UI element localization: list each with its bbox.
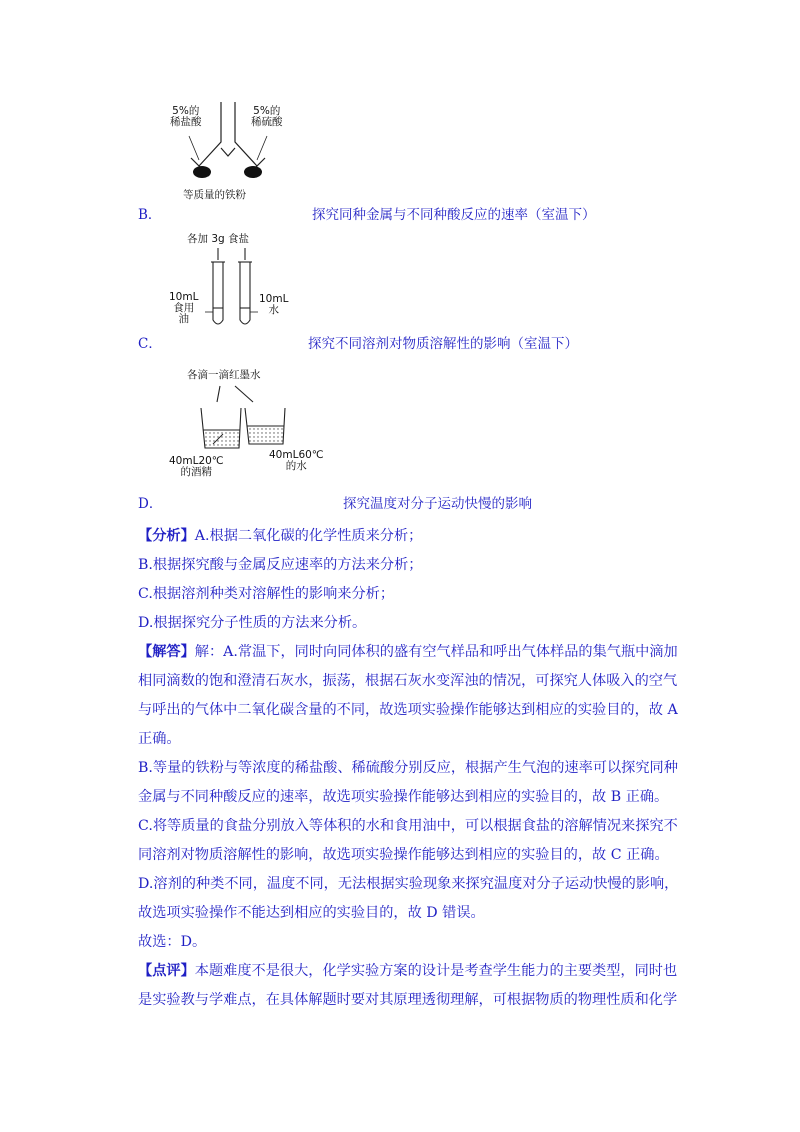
label-add-salt: 各加 3g 食盐 <box>187 233 250 245</box>
answer-line-5: B.等量的铁粉与等浓度的稀盐酸、稀硫酸分别反应，根据产生气泡的速率可以探究同种 <box>138 760 678 776</box>
answer-line-1: 【解答】解：A.常温下，同时向同体积的盛有空气样品和呼出气体样品的集气瓶中滴加 <box>138 644 678 660</box>
analysis-line-4: D.根据探究分子性质的方法来分析。 <box>138 615 367 631</box>
comment-tag: 【点评】 <box>138 963 195 979</box>
option-d-letter: D． <box>138 496 163 512</box>
label-add-ink: 各滴一滴红墨水 <box>187 369 261 381</box>
answer-line-11: 故选：D。 <box>138 934 207 950</box>
label-right-acid: 5%的 稀硫酸 <box>251 105 283 129</box>
label-left-acid: 5%的 稀盐酸 <box>170 105 202 129</box>
analysis-line-1: 【分析】A.根据二氧化碳的化学性质来分析； <box>138 528 423 544</box>
comment-line-2: 是实验教与学难点，在具体解题时要对其原理透彻理解，可根据物质的物理性质和化学 <box>138 992 678 1008</box>
answer-line-7: C.将等质量的食盐分别放入等体积的水和食用油中，可以根据食盐的溶解情况来探究不 <box>138 818 678 834</box>
option-c-description: 探究不同溶剂对物质溶解性的影响（室温下） <box>308 336 578 352</box>
label-hot-water: 40mL60℃ 的水 <box>269 449 324 473</box>
analysis-line-3: C.根据溶剂种类对溶解性的影响来分析； <box>138 586 395 602</box>
answer-line-8: 同溶剂对物质溶解性的影响，故选项实验操作能够达到相应的实验目的，故 C 正确。 <box>138 847 669 863</box>
label-alcohol: 40mL20℃ 的酒精 <box>169 455 224 479</box>
figure-b-y-tube <box>165 96 295 206</box>
answer-line-9: D.溶剂的种类不同，温度不同，无法根据实验现象来探究温度对分子运动快慢的影响， <box>138 876 679 892</box>
figure-c-test-tubes <box>165 232 305 337</box>
answer-line-2: 相同滴数的饱和澄清石灰水，振荡，根据石灰水变浑浊的情况，可探究人体吸入的空气 <box>138 673 678 689</box>
analysis-tag: 【分析】 <box>138 528 195 544</box>
answer-line-6: 金属与不同种酸反应的速率，故选项实验操作能够达到相应的实验目的，故 B 正确。 <box>138 789 669 805</box>
option-b-letter: B． <box>138 207 162 223</box>
option-d-description: 探究温度对分子运动快慢的影响 <box>343 496 532 512</box>
figure-d-beakers <box>165 368 335 496</box>
label-oil: 10mL 食用 油 <box>169 291 199 326</box>
comment-line-1: 【点评】本题难度不是很大，化学实验方案的设计是考查学生能力的主要类型，同时也 <box>138 963 678 979</box>
option-c-letter: C． <box>138 336 162 352</box>
label-iron-powder: 等质量的铁粉 <box>183 189 246 201</box>
label-water: 10mL 水 <box>259 293 289 317</box>
analysis-line-2: B.根据探究酸与金属反应速率的方法来分析； <box>138 557 423 573</box>
answer-line-3: 与呼出的气体中二氧化碳含量的不同，故选项实验操作能够达到相应的实验目的，故 A <box>138 702 678 718</box>
answer-line-4: 正确。 <box>138 731 181 747</box>
answer-tag: 【解答】 <box>138 644 195 660</box>
option-b-description: 探究同种金属与不同种酸反应的速率（室温下） <box>312 207 596 223</box>
answer-line-10: 故选项实验操作不能达到相应的实验目的，故 D 错误。 <box>138 905 485 921</box>
